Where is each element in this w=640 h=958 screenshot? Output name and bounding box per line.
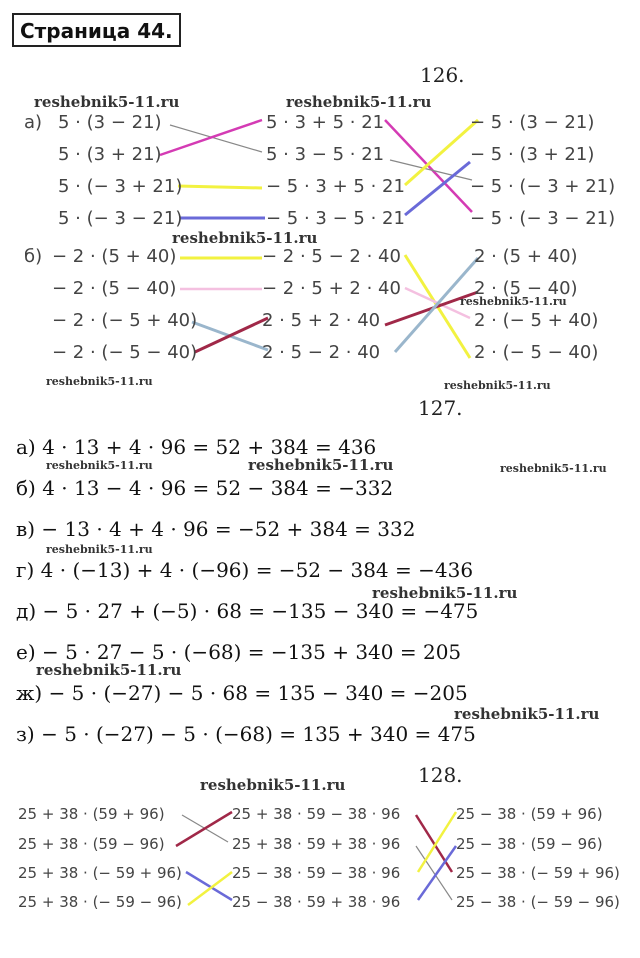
- expr-c-3-4: 25 − 38 · (− 59 − 96): [456, 893, 620, 911]
- match-line-c-6: [416, 846, 452, 900]
- watermark: reshebnik5-11.ru: [372, 584, 518, 602]
- expr-a-2-2: 5 · 3 − 5 · 21: [266, 144, 385, 165]
- match-line-c-7: [418, 812, 456, 872]
- watermark: reshebnik5-11.ru: [454, 705, 600, 723]
- line-127-f: е) − 5 · 27 − 5 · (−68) = −135 + 340 = 205: [16, 640, 462, 664]
- watermark: reshebnik5-11.ru: [172, 229, 318, 247]
- expr-a-2-3: − 5 · 3 + 5 · 21: [266, 176, 405, 197]
- expr-c-2-1: 25 + 38 · 59 − 38 · 96: [232, 805, 401, 823]
- watermark: reshebnik5-11.ru: [200, 776, 346, 794]
- watermark: reshebnik5-11.ru: [248, 456, 394, 474]
- expr-b-1-4: − 2 · (− 5 − 40): [52, 342, 198, 363]
- expr-a-1-4: 5 · (− 3 − 21): [58, 208, 183, 229]
- expr-b-1-2: − 2 · (5 − 40): [52, 278, 177, 299]
- expr-b-3-1: 2 · (5 + 40): [474, 246, 578, 267]
- page-title: Страница 44.: [12, 13, 181, 47]
- expr-c-3-3: 25 − 38 · (− 59 + 96): [456, 864, 620, 882]
- expr-a-3-3: − 5 · (− 3 + 21): [470, 176, 616, 197]
- line-127-e: д) − 5 · 27 + (−5) · 68 = −135 − 340 = −475: [16, 599, 479, 623]
- expr-c-3-1: 25 − 38 · (59 + 96): [456, 805, 603, 823]
- label-b: б): [24, 246, 43, 267]
- watermark: reshebnik5-11.ru: [460, 295, 567, 308]
- expr-c-1-2: 25 + 38 · (59 − 96): [18, 835, 165, 853]
- task-127-number: 127.: [418, 396, 463, 420]
- task-126-number: 126.: [420, 63, 465, 87]
- expr-c-1-4: 25 + 38 · (− 59 − 96): [18, 893, 182, 911]
- watermark: reshebnik5-11.ru: [34, 93, 180, 111]
- expr-c-3-2: 25 − 38 · (59 − 96): [456, 835, 603, 853]
- expr-b-2-3: 2 · 5 + 2 · 40: [262, 310, 381, 331]
- expr-a-2-1: 5 · 3 + 5 · 21: [266, 112, 385, 133]
- expr-c-2-2: 25 + 38 · 59 + 38 · 96: [232, 835, 401, 853]
- line-127-b: б) 4 · 13 − 4 · 96 = 52 − 384 = −332: [16, 476, 394, 500]
- expr-b-1-1: − 2 · (5 + 40): [52, 246, 177, 267]
- watermark: reshebnik5-11.ru: [286, 93, 432, 111]
- line-127-d: г) 4 · (−13) + 4 · (−96) = −52 − 384 = −436: [16, 558, 474, 582]
- expr-b-3-4: 2 · (− 5 − 40): [474, 342, 599, 363]
- label-a: а): [24, 112, 43, 133]
- expr-a-1-1: 5 · (3 − 21): [58, 112, 162, 133]
- expr-c-1-1: 25 + 38 · (59 + 96): [18, 805, 165, 823]
- expr-b-2-4: 2 · 5 − 2 · 40: [262, 342, 381, 363]
- watermark: reshebnik5-11.ru: [46, 459, 153, 472]
- match-line-a-3: [178, 186, 262, 188]
- line-127-c: в) − 13 · 4 + 4 · 96 = −52 + 384 = 332: [16, 517, 416, 541]
- line-127-a: а) 4 · 13 + 4 · 96 = 52 + 384 = 436: [16, 435, 377, 459]
- expr-a-1-3: 5 · (− 3 + 21): [58, 176, 183, 197]
- expr-a-2-4: − 5 · 3 − 5 · 21: [266, 208, 405, 229]
- match-line-c-5: [416, 815, 452, 872]
- expr-a-1-2: 5 · (3 + 21): [58, 144, 162, 165]
- watermark: reshebnik5-11.ru: [36, 661, 182, 679]
- expr-b-2-1: − 2 · 5 − 2 · 40: [262, 246, 401, 267]
- line-127-h: з) − 5 · (−27) − 5 · (−68) = 135 + 340 = 475: [16, 722, 476, 746]
- match-line-c-8: [418, 846, 456, 900]
- watermark: reshebnik5-11.ru: [46, 375, 153, 388]
- expr-a-3-4: − 5 · (− 3 − 21): [470, 208, 616, 229]
- expr-a-3-2: − 5 · (3 + 21): [470, 144, 595, 165]
- expr-c-2-3: 25 − 38 · 59 − 38 · 96: [232, 864, 401, 882]
- match-line-a-2: [160, 120, 262, 155]
- expr-a-3-1: − 5 · (3 − 21): [470, 112, 595, 133]
- expr-c-2-4: 25 − 38 · 59 + 38 · 96: [232, 893, 401, 911]
- expr-b-3-2: 2 · (5 − 40): [474, 278, 578, 299]
- watermark: reshebnik5-11.ru: [444, 379, 551, 392]
- task-128-number: 128.: [418, 763, 463, 787]
- expr-c-1-3: 25 + 38 · (− 59 + 96): [18, 864, 182, 882]
- match-line-a-8: [405, 162, 470, 215]
- line-127-g: ж) − 5 · (−27) − 5 · 68 = 135 − 340 = −205: [16, 681, 468, 705]
- watermark: reshebnik5-11.ru: [46, 543, 153, 556]
- expr-b-1-3: − 2 · (− 5 + 40): [52, 310, 198, 331]
- watermark: reshebnik5-11.ru: [500, 462, 607, 475]
- expr-b-2-2: − 2 · 5 + 2 · 40: [262, 278, 401, 299]
- expr-b-3-3: 2 · (− 5 + 40): [474, 310, 599, 331]
